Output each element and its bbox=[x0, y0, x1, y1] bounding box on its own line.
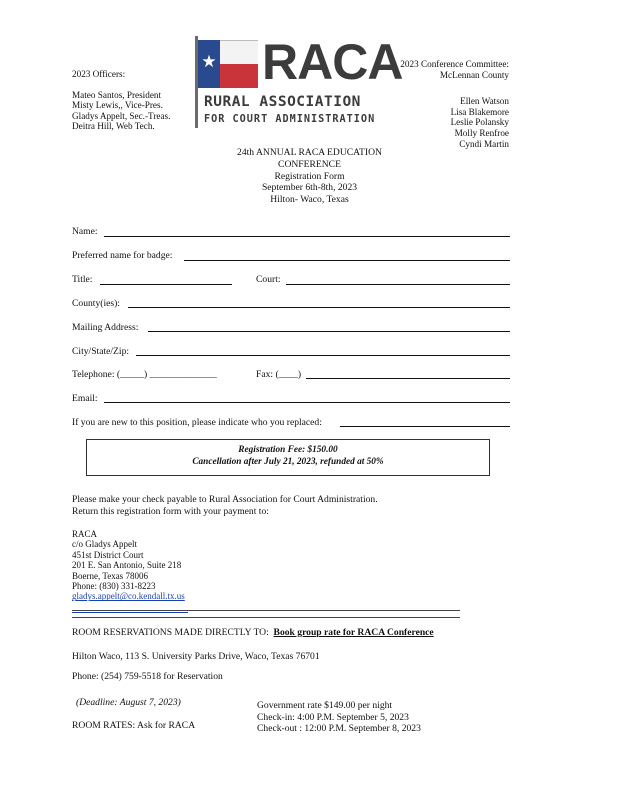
city-state-zip-field[interactable] bbox=[136, 355, 510, 356]
payment-line-1: Please make your check payable to Rural Association for Court Administration. bbox=[72, 494, 378, 505]
replaced-label: If you are new to this position, please indicate who you replaced: bbox=[72, 417, 322, 428]
address-line: Boerne, Texas 78006 bbox=[72, 570, 148, 581]
logo-line2: FOR COURT ADMINISTRATION bbox=[204, 114, 376, 125]
address-line: c/o Gladys Appelt bbox=[72, 539, 137, 550]
conference-header bbox=[0, 147, 619, 206]
officer-name: Deitra Hill, Web Tech. bbox=[72, 121, 155, 132]
conference-title-2: CONFERENCE bbox=[278, 158, 341, 170]
registration-fee-box bbox=[86, 439, 490, 476]
court-field[interactable] bbox=[286, 284, 510, 285]
email-label: Email: bbox=[72, 393, 98, 404]
name-label: Name: bbox=[72, 226, 98, 237]
room-rates: ROOM RATES: Ask for RACA bbox=[72, 720, 196, 731]
room-heading: ROOM RESERVATIONS MADE DIRECTLY TO: bbox=[72, 627, 269, 638]
committee-member: Molly Renfroe bbox=[454, 127, 509, 138]
hotel-phone: Phone: (254) 759-5518 for Reservation bbox=[72, 671, 223, 682]
group-rate-note: Book group rate for RACA Conference bbox=[273, 627, 434, 638]
committee-member: Lisa Blakemore bbox=[450, 106, 509, 117]
address-line: 451st District Court bbox=[72, 549, 144, 560]
fax-field[interactable] bbox=[306, 378, 510, 379]
double-separator bbox=[72, 610, 460, 618]
replaced-field[interactable] bbox=[340, 426, 510, 427]
county-field[interactable] bbox=[128, 307, 510, 308]
officer-name: Gladys Appelt, Sec.-Treas. bbox=[72, 110, 171, 121]
title-field[interactable] bbox=[100, 284, 232, 285]
committee-heading: 2023 Conference Committee: bbox=[400, 59, 509, 69]
officer-name: Mateo Santos, President bbox=[72, 89, 162, 100]
officers-heading: 2023 Officers: bbox=[72, 69, 126, 79]
mailing-address-block bbox=[72, 529, 185, 602]
email-field[interactable] bbox=[104, 402, 510, 403]
room-reservations-heading bbox=[72, 627, 434, 639]
badge-name-field[interactable] bbox=[184, 260, 510, 261]
hotel-address: Hilton Waco, 113 S. University Parks Drive, Waco, Texas 76701 bbox=[72, 651, 320, 662]
form-title: Registration Form bbox=[274, 170, 345, 182]
address-line: Phone: (830) 331-8223 bbox=[72, 581, 156, 592]
city-label: City/State/Zip: bbox=[72, 346, 130, 357]
registration-fee: Registration Fee: $150.00 bbox=[238, 445, 338, 455]
name-field[interactable] bbox=[104, 236, 510, 237]
conference-location: Hilton- Waco, Texas bbox=[270, 194, 349, 206]
committee-member: Cyndi Martin bbox=[459, 138, 509, 149]
badge-label: Preferred name for badge: bbox=[72, 250, 173, 261]
texas-flag-icon: ★ bbox=[198, 40, 258, 88]
address-line: 201 E. San Antonio, Suite 218 bbox=[72, 560, 182, 571]
payment-line-2: Return this registration form with your payment to: bbox=[72, 505, 269, 517]
address-line: RACA bbox=[72, 529, 98, 539]
conference-dates: September 6th-8th, 2023 bbox=[261, 182, 358, 194]
officers-block bbox=[72, 69, 170, 132]
mailing-address-field[interactable] bbox=[148, 331, 510, 332]
committee-block bbox=[400, 59, 509, 149]
rate-details bbox=[257, 700, 421, 735]
title-label: Title: bbox=[72, 274, 93, 285]
cancellation-policy: Cancellation after July 21, 2023, refunded at 50% bbox=[192, 457, 384, 467]
logo-line1: RURAL ASSOCIATION bbox=[204, 94, 361, 110]
email-link[interactable]: gladys.appelt@co.kendall.tx.us bbox=[72, 591, 185, 602]
officer-name: Misty Lewis,, Vice-Pres. bbox=[72, 100, 163, 111]
reservation-deadline: (Deadline: August 7, 2023) bbox=[76, 697, 181, 708]
committee-county: McLennan County bbox=[439, 69, 509, 80]
committee-member: Leslie Polansky bbox=[450, 117, 509, 128]
logo-title: RACA bbox=[262, 34, 403, 90]
county-label: County(ies): bbox=[72, 298, 120, 309]
fax-label: Fax: (____) bbox=[256, 369, 302, 380]
check-in: Check-in: 4:00 P.M. September 5, 2023 bbox=[257, 711, 409, 723]
payment-instructions bbox=[72, 494, 378, 517]
conference-title: 24th ANNUAL RACA EDUCATION bbox=[237, 147, 382, 158]
mailing-label: Mailing Address: bbox=[72, 322, 139, 333]
committee-member: Ellen Watson bbox=[460, 96, 509, 107]
check-out: Check-out : 12:00 P.M. September 8, 2023 bbox=[257, 723, 421, 734]
raca-logo bbox=[198, 34, 403, 130]
court-label: Court: bbox=[256, 274, 281, 285]
telephone-field[interactable]: Telephone: (_____) ______________ bbox=[72, 369, 217, 380]
government-rate: Government rate $149.00 per night bbox=[257, 700, 393, 711]
